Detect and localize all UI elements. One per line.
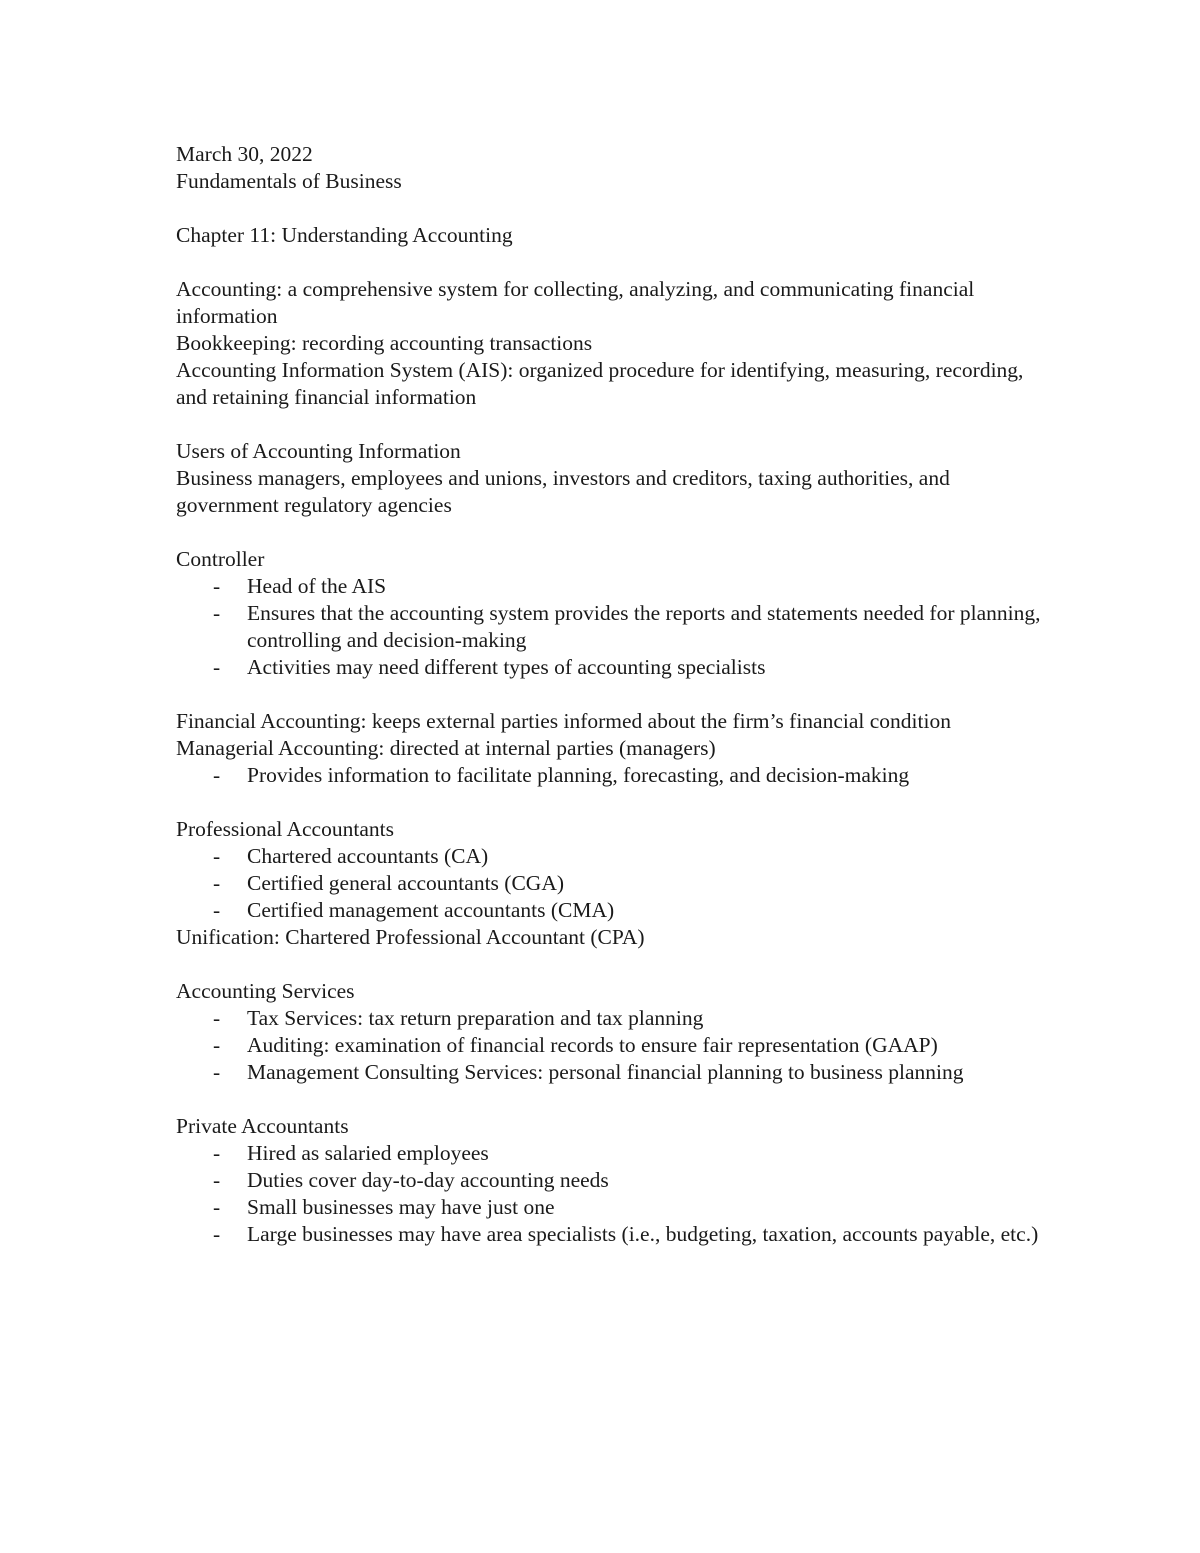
list-item-text: Management Consulting Services: personal financial planning to business planning: [247, 1060, 964, 1084]
list-item: [176, 1059, 1046, 1086]
bullet-marker: -: [213, 1222, 221, 1246]
definition-bookkeeping: Bookkeeping: recording accounting transactions: [176, 331, 593, 355]
bullet-marker: -: [213, 574, 221, 598]
financial-accounting-definition: Financial Accounting: keeps external parties informed about the firm’s financial condition: [176, 709, 951, 733]
list-item-text: Certified general accountants (CGA): [247, 871, 564, 895]
bullet-marker: -: [213, 1141, 221, 1165]
spacer: [176, 681, 1046, 708]
bullet-marker: -: [213, 898, 221, 922]
document-date: March 30, 2022: [176, 142, 313, 166]
controller-heading: Controller: [176, 547, 265, 571]
spacer: [176, 519, 1046, 546]
bullet-marker: -: [213, 844, 221, 868]
document-body: [176, 141, 1046, 1248]
list-item: [176, 762, 1046, 789]
list-item-text: Ensures that the accounting system provides the reports and statements needed for planning, controlling and decision-making: [247, 601, 1041, 652]
list-item: [176, 1194, 1046, 1221]
list-item: [176, 1032, 1046, 1059]
bullet-marker: -: [213, 1033, 221, 1057]
bullet-marker: -: [213, 1060, 221, 1084]
bullet-marker: -: [213, 763, 221, 787]
spacer: [176, 1086, 1046, 1113]
bullet-marker: -: [213, 1168, 221, 1192]
spacer: [176, 411, 1046, 438]
definition-ais: Accounting Information System (AIS): organized procedure for identifying, measuring, recording, and retaining financial information: [176, 358, 1024, 409]
list-item: [176, 1005, 1046, 1032]
list-item: [176, 843, 1046, 870]
list-item-text: Duties cover day-to-day accounting needs: [247, 1168, 609, 1192]
list-item: [176, 1167, 1046, 1194]
list-item: [176, 600, 1046, 654]
unification-text: Unification: Chartered Professional Accountant (CPA): [176, 925, 645, 949]
bullet-marker: -: [213, 1195, 221, 1219]
bullet-marker: -: [213, 601, 221, 625]
definition-accounting: Accounting: a comprehensive system for collecting, analyzing, and communicating financial information: [176, 277, 975, 328]
bullet-marker: -: [213, 871, 221, 895]
list-item-text: Hired as salaried employees: [247, 1141, 489, 1165]
spacer: [176, 789, 1046, 816]
list-item-text: Head of the AIS: [247, 574, 387, 598]
list-item-text: Certified management accountants (CMA): [247, 898, 615, 922]
list-item: [176, 897, 1046, 924]
bullet-marker: -: [213, 1006, 221, 1030]
services-heading: Accounting Services: [176, 979, 355, 1003]
professional-heading: Professional Accountants: [176, 817, 394, 841]
chapter-title: Chapter 11: Understanding Accounting: [176, 223, 513, 247]
users-heading: Users of Accounting Information: [176, 439, 461, 463]
list-item-text: Activities may need different types of accounting specialists: [247, 655, 766, 679]
users-text: Business managers, employees and unions, investors and creditors, taxing authorities, and government regulatory agencies: [176, 466, 950, 517]
controller-list: [176, 573, 1046, 681]
spacer: [176, 249, 1046, 276]
spacer: [176, 951, 1046, 978]
list-item-text: Auditing: examination of financial records to ensure fair representation (GAAP): [247, 1033, 938, 1057]
course-title: Fundamentals of Business: [176, 169, 402, 193]
list-item: [176, 1221, 1046, 1248]
services-list: [176, 1005, 1046, 1086]
list-item-text: Large businesses may have area specialists (i.e., budgeting, taxation, accounts payable, etc.): [247, 1222, 1039, 1246]
managerial-accounting-definition: Managerial Accounting: directed at internal parties (managers): [176, 736, 716, 760]
list-item: [176, 654, 1046, 681]
list-item-text: Tax Services: tax return preparation and tax planning: [247, 1006, 704, 1030]
list-item: [176, 870, 1046, 897]
list-item-text: Small businesses may have just one: [247, 1195, 555, 1219]
private-heading: Private Accountants: [176, 1114, 349, 1138]
spacer: [176, 195, 1046, 222]
private-list: [176, 1140, 1046, 1248]
professional-list: [176, 843, 1046, 924]
list-item: [176, 573, 1046, 600]
bullet-marker: -: [213, 655, 221, 679]
list-item-text: Chartered accountants (CA): [247, 844, 489, 868]
managerial-list: [176, 762, 1046, 789]
list-item-text: Provides information to facilitate planning, forecasting, and decision-making: [247, 763, 910, 787]
list-item: [176, 1140, 1046, 1167]
